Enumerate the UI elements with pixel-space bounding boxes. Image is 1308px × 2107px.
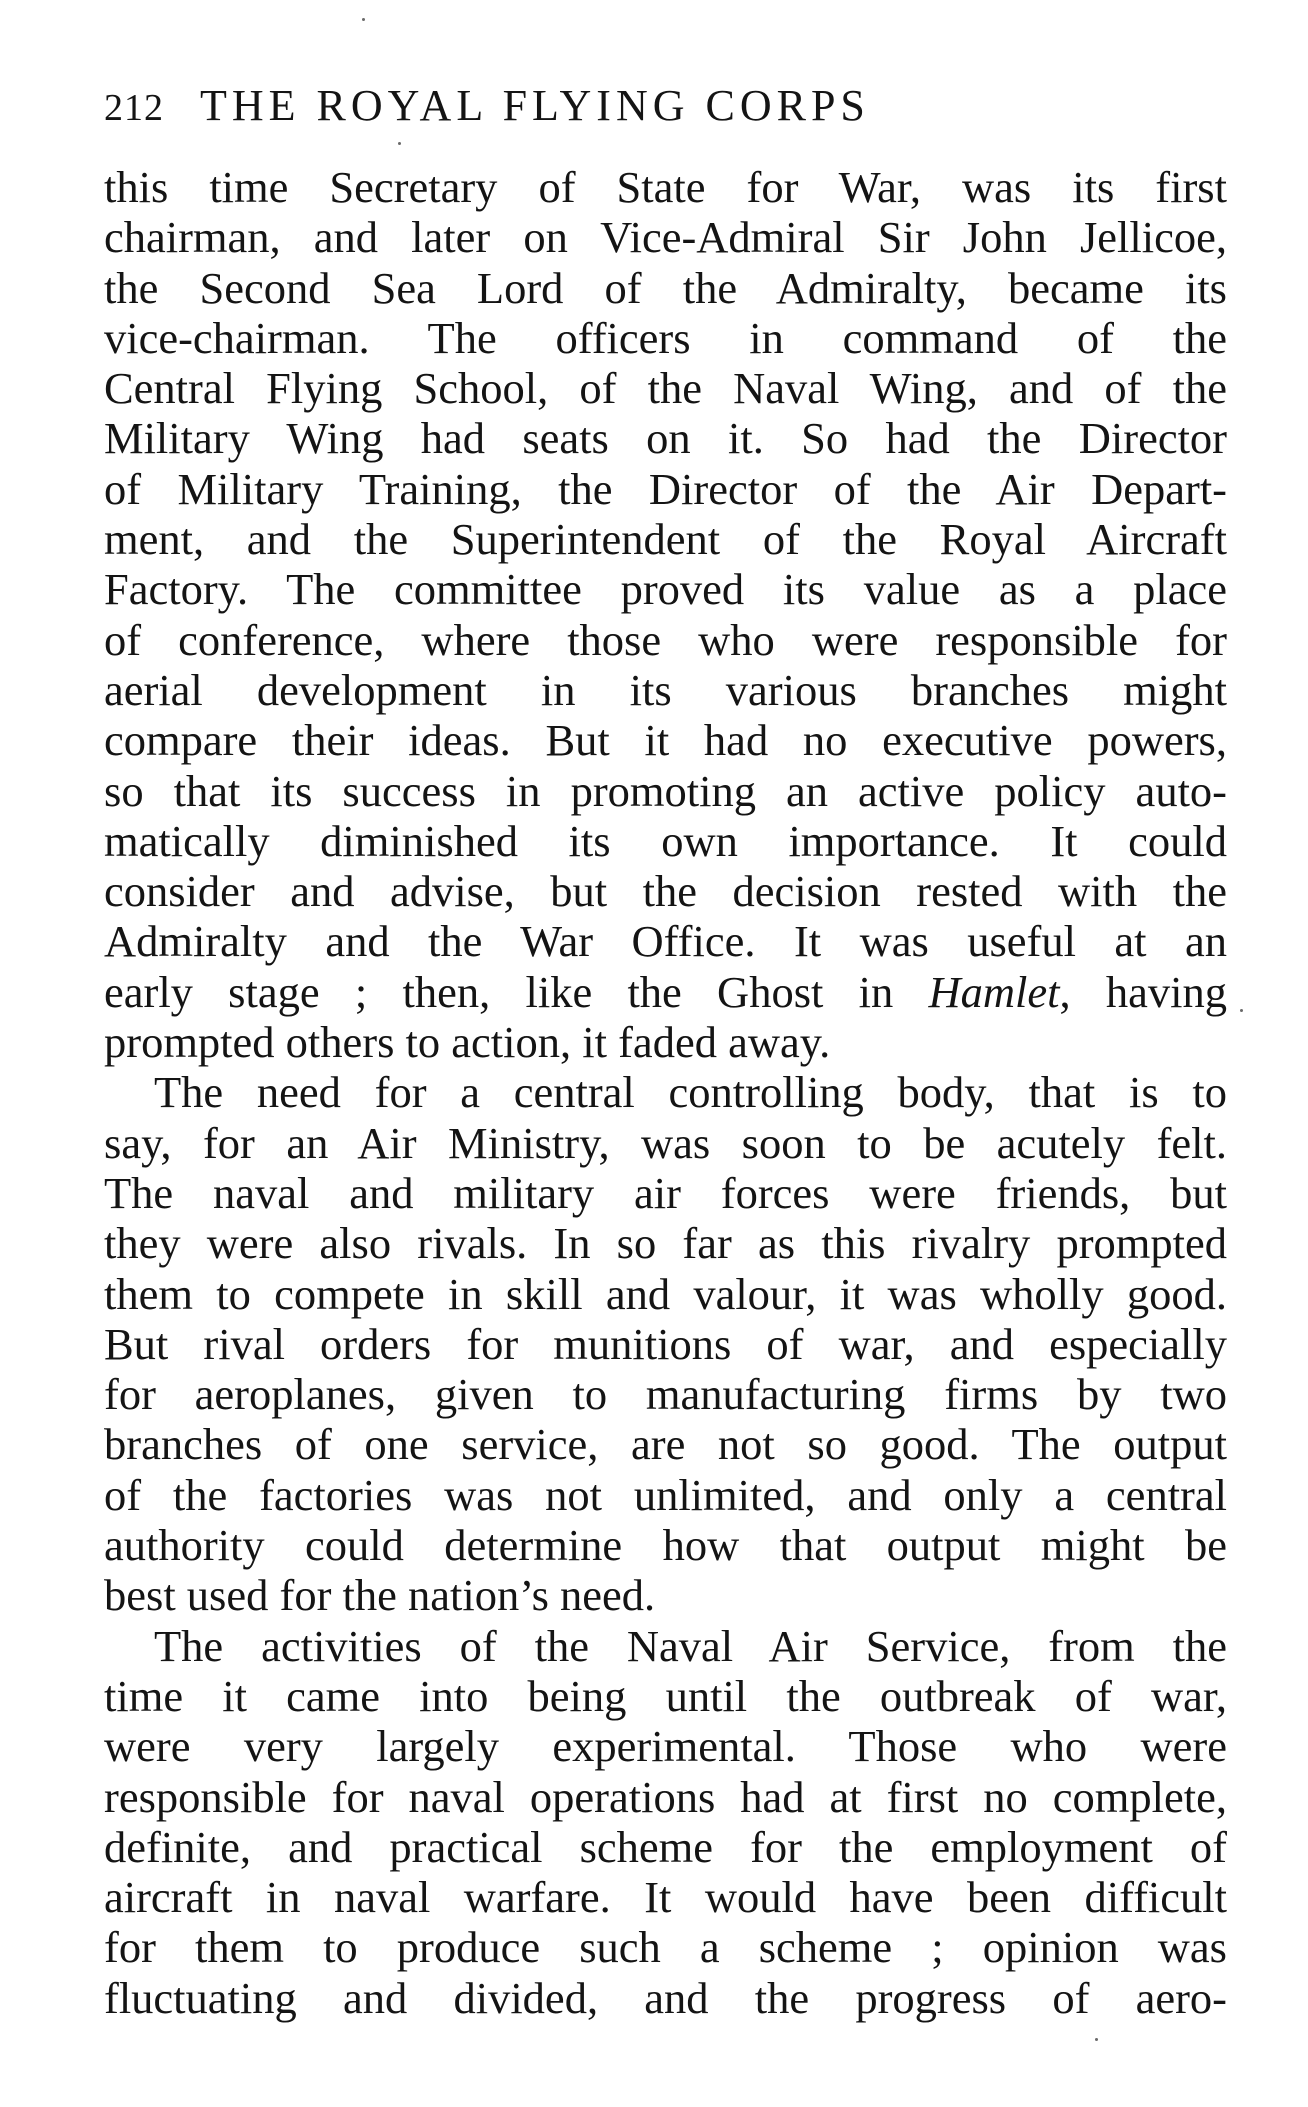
text-line: ment, and the Superintendent of the Royal Aircraft — [104, 514, 1227, 565]
text-line: matically diminished its own importance. It could — [104, 815, 1227, 866]
text-run: early stage ; then, like the Ghost in — [104, 966, 929, 1017]
text-line: The naval and military air forces were friends, but — [104, 1167, 1227, 1218]
text-line: The activities of the Naval Air Service, from the — [154, 1620, 1227, 1671]
text-line: The need for a central controlling body, that is to — [154, 1067, 1227, 1118]
text-line: consider and advise, but the decision rested with the — [104, 866, 1227, 917]
text-line: Admiralty and the War Office. It was useful at an — [104, 916, 1227, 967]
text-line: Military Wing had seats on it. So had the Director — [104, 413, 1227, 464]
text-run: , having — [1059, 966, 1227, 1017]
paragraph — [104, 1067, 1227, 1620]
text-line: the Second Sea Lord of the Admiralty, became its — [104, 262, 1227, 313]
text-line: authority could determine how that output might be — [104, 1520, 1227, 1571]
text-line: so that its success in promoting an active policy auto- — [104, 765, 1227, 816]
running-head — [104, 76, 1224, 136]
text-line: branches of one service, are not so good. The output — [104, 1419, 1227, 1470]
text-line: fluctuating and divided, and the progress of aero- — [104, 1972, 1227, 2023]
text-line: of Military Training, the Director of the Air Depart- — [104, 463, 1227, 514]
paragraph — [104, 1621, 1227, 2023]
text-line: compare their ideas. But it had no executive powers, — [104, 715, 1227, 766]
text-line: Central Flying School, of the Naval Wing, and of the — [104, 363, 1227, 414]
text-line: they were also rivals. In so far as this rivalry prompted — [104, 1218, 1227, 1269]
text-line: vice-chairman. The officers in command of the — [104, 312, 1227, 363]
text-line: time it came into being until the outbreak of war, — [104, 1670, 1227, 1721]
text-line: for aeroplanes, given to manufacturing firms by two — [104, 1369, 1227, 1420]
scan-speck — [398, 142, 401, 145]
text-line: Factory. The committee proved its value as a place — [104, 564, 1227, 615]
text-line: were very largely experimental. Those who were — [104, 1721, 1227, 1772]
text-line — [104, 967, 1227, 1017]
text-line: definite, and practical scheme for the employment of — [104, 1821, 1227, 1872]
text-line: aircraft in naval warfare. It would have been difficult — [104, 1872, 1227, 1923]
text-line: of conference, where those who were responsible for — [104, 614, 1227, 665]
text-line: for them to produce such a scheme ; opinion was — [104, 1922, 1227, 1973]
page-number: 212 — [104, 87, 164, 129]
paragraph — [104, 162, 1227, 1067]
text-line: say, for an Air Ministry, was soon to be acutely felt. — [104, 1117, 1227, 1168]
text-line: of the factories was not unlimited, and only a central — [104, 1469, 1227, 1520]
book-title: THE ROYAL FLYING CORPS — [200, 81, 870, 130]
scan-speck — [362, 18, 365, 21]
text-line: aerial development in its various branches might — [104, 664, 1227, 715]
body-text — [104, 162, 1227, 2023]
italic-title-hamlet: Hamlet — [928, 966, 1060, 1017]
text-line: responsible for naval operations had at first no complete, — [104, 1771, 1227, 1822]
text-line: But rival orders for munitions of war, and especially — [104, 1318, 1227, 1369]
text-line: this time Secretary of State for War, was its first — [104, 162, 1227, 212]
text-line: best used for the nation’s need. — [104, 1570, 656, 1621]
text-line: chairman, and later on Vice-Admiral Sir John Jellicoe, — [104, 212, 1227, 263]
scan-speck — [1095, 2038, 1098, 2041]
text-line: them to compete in skill and valour, it was wholly good. — [104, 1268, 1227, 1319]
scan-speck — [1240, 1009, 1243, 1012]
text-line: prompted others to action, it faded away. — [104, 1017, 831, 1068]
